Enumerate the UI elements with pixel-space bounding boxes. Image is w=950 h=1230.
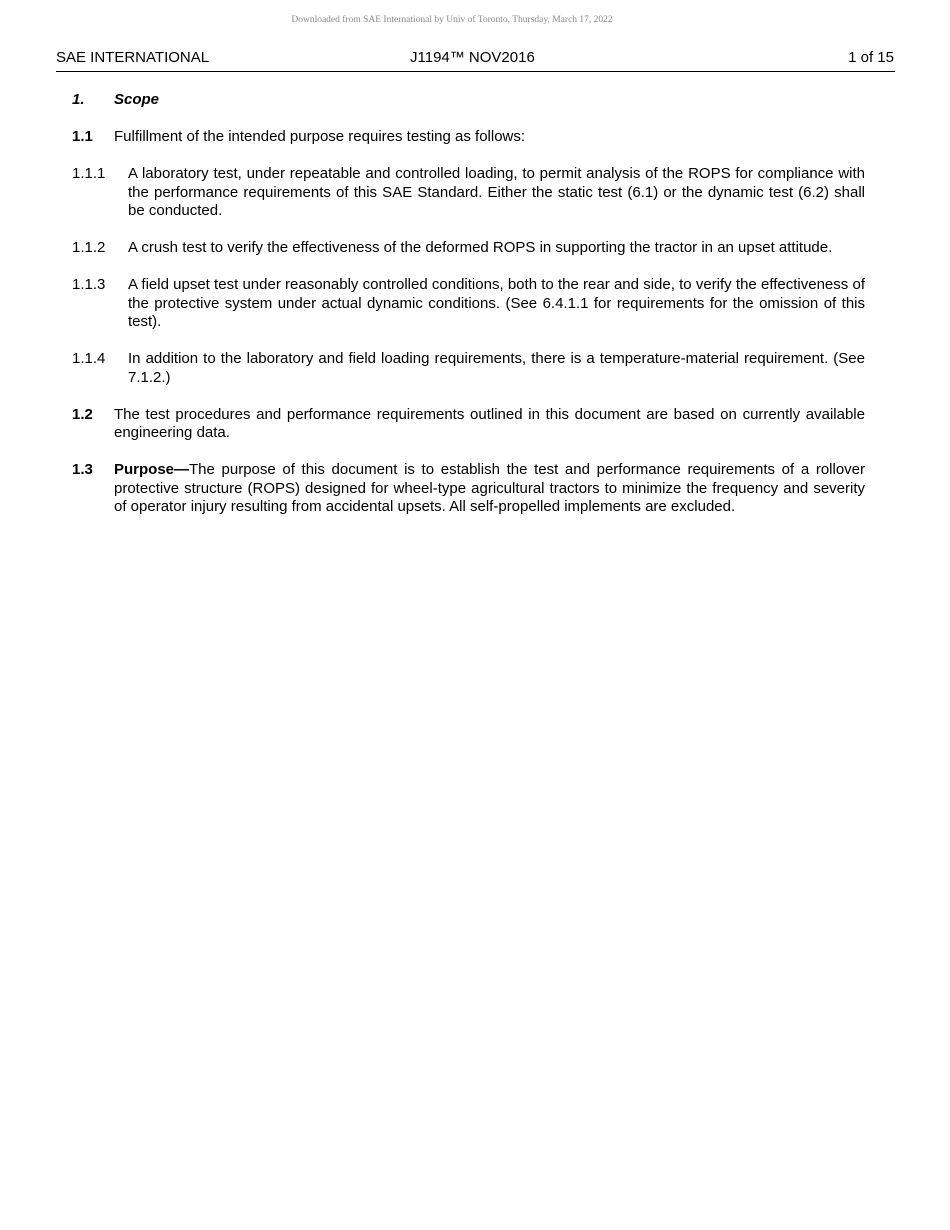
paragraph-text: Fulfillment of the intended purpose requires testing as follows:	[114, 128, 526, 145]
paragraph-1-1-1	[72, 165, 865, 221]
paragraph-number: 1.3	[72, 461, 93, 478]
paragraph-text: A field upset test under reasonably controlled conditions, both to the rear and side, to verify the effectiveness of the protective system under actual dynamic conditions. (See 6.4.1.1 for requirements for the omission of this test).	[128, 276, 865, 330]
paragraph-text: The test procedures and performance requirements outlined in this document are based on currently available engineering data.	[114, 405, 865, 441]
paragraph-1-1-2	[72, 239, 865, 258]
download-watermark: Downloaded from SAE International by Univ of Toronto, Thursday, March 17, 2022	[291, 15, 613, 25]
paragraph-number: 1.1	[72, 128, 93, 145]
paragraph-number: 1.1.4	[72, 350, 106, 367]
paragraph-number: 1.1.3	[72, 276, 106, 293]
header-page-number: 1 of 15	[848, 49, 894, 66]
paragraph-1-1-3	[72, 276, 865, 332]
paragraph-1-1-4	[72, 350, 865, 387]
paragraph-lead: Purpose—	[114, 461, 190, 478]
paragraph-text: A laboratory test, under repeatable and controlled loading, to permit analysis of the ROPS for compliance with the performance requirements of this SAE Standard. Either the static test (6.1) or the dynamic test (6.2) shall be conducted.	[128, 165, 865, 219]
page-header	[56, 49, 895, 72]
document-body	[72, 91, 865, 535]
paragraph-body	[114, 461, 865, 517]
paragraph-number: 1.1.1	[72, 165, 106, 182]
section-heading	[72, 91, 865, 110]
paragraph-number: 1.1.2	[72, 239, 106, 256]
paragraph-text: In addition to the laboratory and field loading requirements, there is a temperature-material requirement. (See 7.1.2.)	[128, 350, 865, 386]
paragraph-1-3	[72, 461, 865, 517]
paragraph-1-1	[72, 128, 865, 147]
section-number: 1.	[72, 91, 85, 108]
section-title: Scope	[114, 91, 160, 108]
paragraph-text: A crush test to verify the effectiveness of the deformed ROPS in supporting the tractor in an upset attitude.	[128, 239, 833, 256]
paragraph-text: The purpose of this document is to establish the test and performance requirements of a rollover protective structure (ROPS) designed for wheel-type agricultural tractors to minimize the frequency and severity of operator injury resulting from accidental upsets. All self-propelled implements are excluded.	[114, 461, 865, 515]
paragraph-1-2	[72, 406, 865, 443]
header-doc-id: J1194™ NOV2016	[410, 49, 535, 66]
paragraph-number: 1.2	[72, 405, 93, 423]
header-org: SAE INTERNATIONAL	[56, 49, 210, 66]
